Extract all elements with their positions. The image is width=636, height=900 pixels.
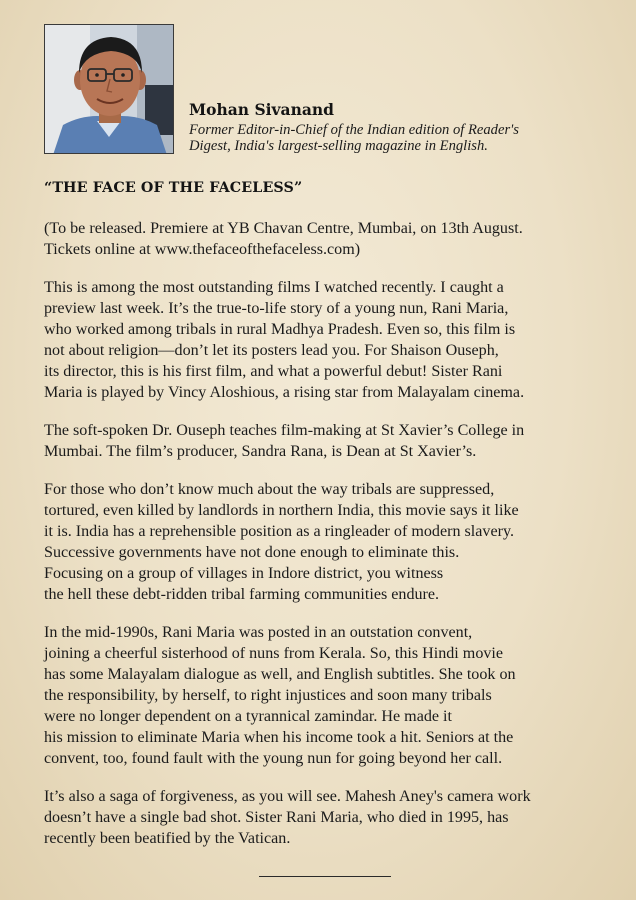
author-info — [189, 100, 609, 154]
article-paragraph: The soft-spoken Dr. Ouseph teaches film-making at St Xavier’s College in Mumbai. The film’s producer, Sandra Rana, is Dean at St Xavier’s. — [44, 422, 525, 460]
author-description-line: Digest, India's largest-selling magazine in English. — [189, 138, 488, 154]
author-description-line: Former Editor-in-Chief of the Indian edition of Reader's — [189, 122, 519, 138]
article-body — [44, 218, 606, 866]
author-name: Mohan Sivanand — [189, 100, 335, 119]
article-paragraph: This is among the most outstanding films I watched recently. I caught a preview last week. It’s the true-to-life story of a young nun, Rani Maria, who worked among tribals in rural Madhya Pradesh. Even so, this film is not about religion—don’t let its posters lead you. For Shaison Ouseph, its director, this is his first film, and what a powerful debut! Sister Rani Maria is played by Vincy Aloshious, a rising star from Malayalam cinema. — [44, 279, 525, 401]
article-paragraph: For those who don’t know much about the way tribals are suppressed, tortured, even killed by landlords in northern India, this movie says it like it is. India has a reprehensible position as a ringleader of modern slavery. Successive governments have not done enough to eliminate this. Focusing on a group of villages in Indore district, you witness the hell these debt-ridden tribal farming communities endure. — [44, 481, 519, 603]
article-paragraph: In the mid-1990s, Rani Maria was posted in an outstation convent, joining a cheerful sisterhood of nuns from Kerala. So, this Hindi movie has some Malayalam dialogue as well, and English subtitles. She took on the responsibility, by herself, to right injustices and soon many tribals were no longer dependent on a tyrannical zamindar. He made it his mission to eliminate Maria when his income took a hit. Seniors at the convent, too, found fault with the young nun for going beyond her call. — [44, 624, 516, 767]
end-divider — [259, 876, 391, 877]
author-description — [189, 122, 609, 154]
article-paragraph: (To be released. Premiere at YB Chavan Centre, Mumbai, on 13th August. Tickets online at www.thefaceofthefaceless.com) — [44, 220, 523, 258]
article-paragraph: It’s also a saga of forgiveness, as you will see. Mahesh Aney's camera work doesn’t have a single bad shot. Sister Rani Maria, who died in 1995, has recently been beatified by the Vatican. — [44, 788, 531, 847]
article-title: “THE FACE OF THE FACELESS” — [44, 180, 303, 196]
author-photo — [44, 24, 174, 154]
author-portrait-image — [45, 25, 174, 154]
